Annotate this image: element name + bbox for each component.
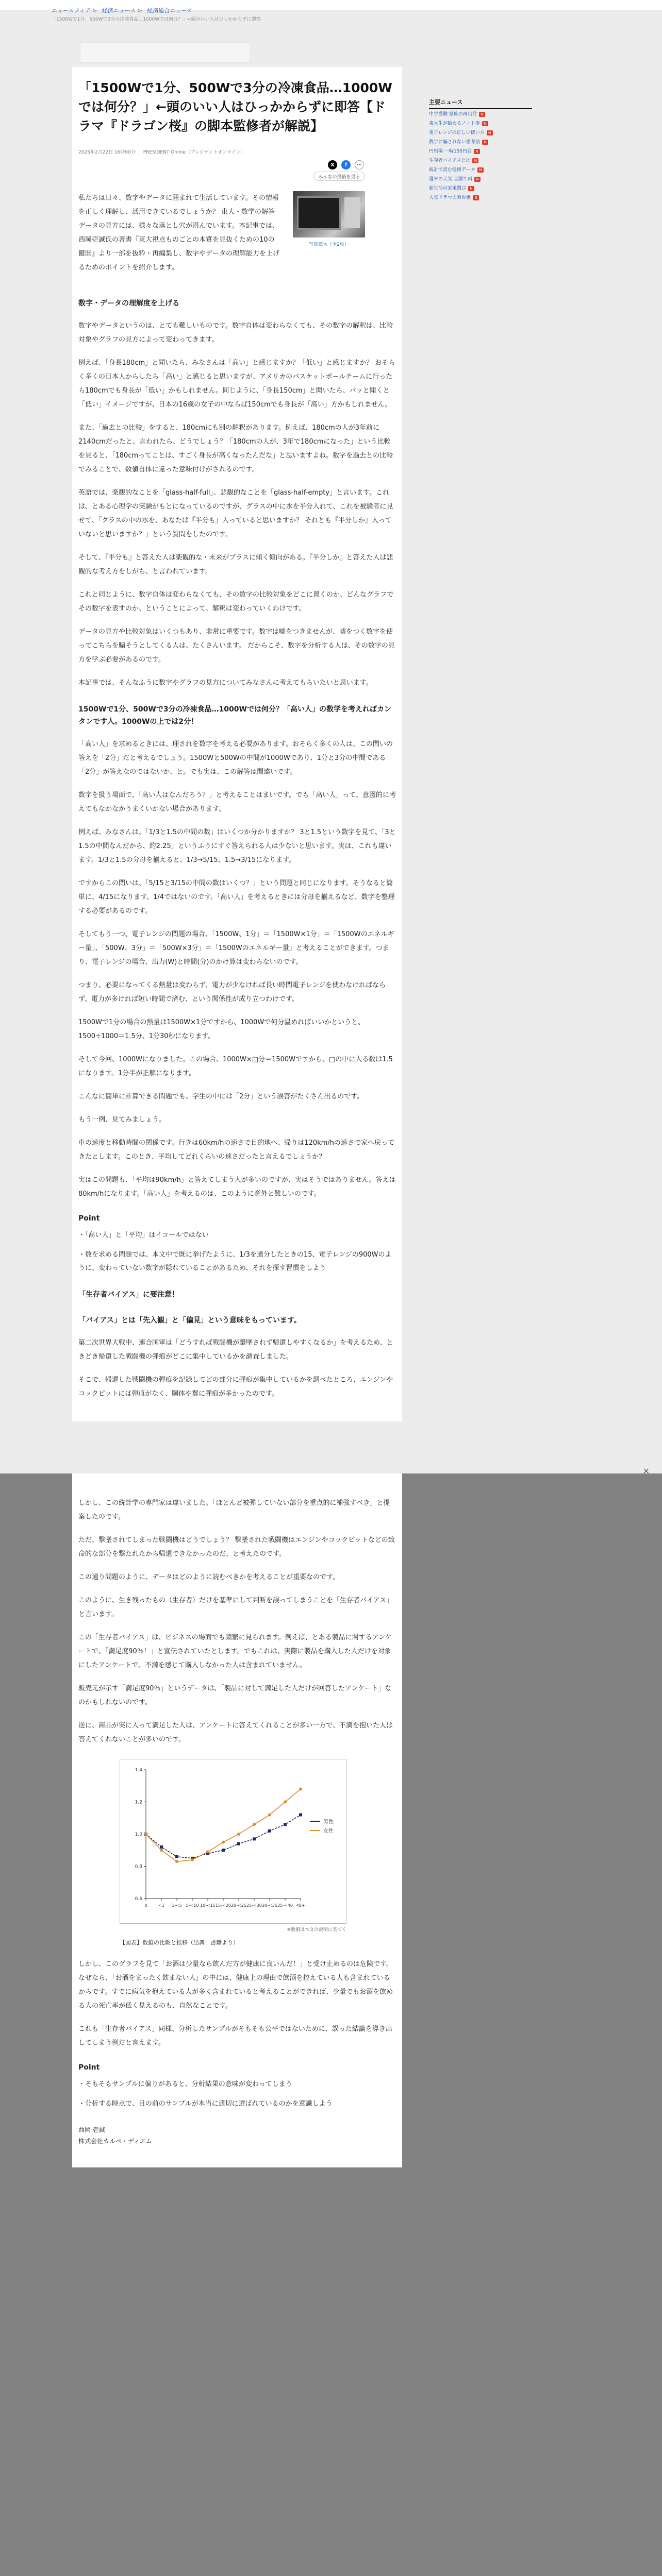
x-tick-label: 35-<40 (277, 1903, 293, 1908)
new-badge: N (487, 130, 493, 135)
paragraph: データの見方や比較対象はいくつもあり、非常に重要です。数字は嘘をつきませんが、嘘をつく数字を使ってこちらを騙そうとしてくる人は、たくさんいます。 だからこそ、数字を分析する人は、その数字の見方を学ぶ必要があるのです。 (78, 628, 395, 664)
lead-figure[interactable] (293, 191, 365, 247)
microwave-photo[interactable] (293, 191, 365, 238)
close-icon[interactable]: ✕ (642, 1466, 650, 1476)
section-heading-1: 数字・データの理解度を上げる (78, 299, 179, 308)
paragraph: 例えば、みなさんは、「1/3と1.5の中間の数」はいくつか分かりますか？ 3と1.5という数字を見て、「3と1.5の中間なんだから、約2.25」というふうにすぐ答えられる人は少ないと思います。実は、これも違います。1/3と1.5の分母を揃えると、1/3→5/15、1.5→3/15になります。 (78, 828, 396, 864)
photo-caption[interactable]: 写真拡大（全2枚） (309, 242, 349, 247)
sidebar-title: 主要ニュース (429, 98, 532, 109)
facebook-share-icon[interactable]: f (341, 160, 351, 170)
article-title: 「1500Wで1分、500Wで3分の冷凍食品…1000Wでは何分？」←頭のいい人はひっかからずに即答【ドラマ『ドラゴン桜』の脚本監修者が解説】 (78, 80, 392, 133)
new-badge: N (473, 195, 479, 200)
paragraph: つまり、必要になってくる熱量は変わらず、電力が少なければ長い時間電子レンジを使わなければならず、電力が多ければ短い時間で済む、という関係性が成り立つわけです。 (78, 981, 386, 1003)
paragraph: そしてもう一つ、電子レンジの問題の場合、「1500W、1分」＝「1500W×1分」＝「1500Wのエネルギー量」、「500W、3分」＝「500W×3分」＝「1500Wのエネルギー量」と考えることができます。つまり、電子レンジの場合、出力(W)と時間(分)のかけ算は変わらないのです。 (78, 930, 394, 966)
section-heading-3: 「生存者バイアス」に要注意！ (78, 1291, 179, 1299)
paragraph: 第二次世界大戦中、連合国軍は「どうすれば戦闘機が撃墜されず帰還しやすくなるか」を考えるため、ときどき帰還した戦闘機の弾痕がどこに集中しているかを調査しました。 (78, 1339, 393, 1361)
overlay-article-panel (72, 1473, 402, 2167)
sidebar-news-item[interactable] (429, 184, 532, 193)
new-badge: N (482, 140, 488, 145)
ad-banner[interactable] (80, 42, 250, 63)
x-tick-label: 0 (144, 1903, 147, 1908)
chart-svg (120, 1759, 347, 1924)
point-item: ・分析する時点で、目の前のサンプルが本当に適切に選ばれているのかを意識しよう (78, 2100, 333, 2108)
data-point (284, 1823, 287, 1826)
paragraph: 販売元が示す「満足度90％」というデータは、「製品に対して満足した人だけが回答したアンケート」なのかもしれないのです。 (78, 1685, 392, 1706)
chart-note: ※数値は本文の説明に基づく (287, 1927, 346, 1933)
paragraph: これも「生存者バイアス」同様、分析したサンプルがそもそも公平ではないために、誤った結論を導き出してしまう例だと言えます。 (78, 2025, 392, 2047)
sidebar-news-item[interactable] (429, 120, 532, 128)
x-tick-label: 25-<30 (246, 1903, 262, 1908)
data-point (175, 1855, 178, 1858)
paragraph: ただ、撃墜されてしまった戦闘機はどうでしょう？ 撃墜された戦闘機はエンジンやコックピットなどの致命的な部分を撃たれたから帰還できなかったのだ、と考えたのです。 (78, 1536, 395, 1558)
legend-label: 女性 (323, 1828, 334, 1834)
article-date: 2023年2月22日 16時00分 (78, 150, 136, 155)
paragraph: このように、生き残ったもの（生存者）だけを基準にして判断を誤ってしまうことを「生存者バイアス」と言います。 (78, 1597, 393, 1618)
comments-button[interactable]: みんなの投稿を見る (313, 172, 365, 181)
paragraph: 英語では、楽観的なことを「glass-half-full」、悲観的なことを「glass-half-empty」と言います。これは、とある心理学の実験がもとになっているのですが、グラスの中に水を半分入れて、これを被験者に見せて、「グラスの中の水を、あなたは『半分も』入っていると思いますか？ それとも『半分しか』入っていないと思いますか？」という質問をしたのです。 (78, 489, 393, 538)
article-card (72, 67, 402, 1421)
chart-caption: 【図表】数値の比較と推移（出典：書籍より） (120, 1939, 239, 1946)
x-tick-label: 15-<20 (216, 1903, 231, 1908)
paragraph: 例えば、「身長180cm」と聞いたら、みなさんは「高い」と感じますか？「低い」と感じますか？ おそらく多くの日本人からしたら「高い」と感じると思いますが、アメリカのバスケットボールチームに行ったら180cmでも身長が「低い」かもしれません。同じように、「身長150cm」と聞いたら、パッと聞くと「低い」イメージですが、日本の16歳の女子の中ならば150cmでも身長が「高い」方かもしれません。 (78, 359, 395, 409)
article-meta (78, 148, 396, 155)
link-share-icon[interactable]: ⋯ (355, 160, 364, 170)
news-link[interactable]: 中学受験 家族の再出発 (429, 112, 477, 117)
data-point (237, 1833, 240, 1836)
sidebar (429, 98, 532, 202)
new-badge: N (468, 186, 474, 191)
news-link[interactable]: 電子レンジの正しい使い方 (429, 130, 485, 135)
new-badge: N (482, 121, 488, 126)
point-box (78, 2063, 396, 2111)
author-name: 西岡 壱誠 (78, 2126, 105, 2133)
data-point (206, 1850, 209, 1853)
x-tick-label: 40+ (296, 1903, 305, 1908)
data-point (268, 1814, 271, 1817)
data-point (222, 1849, 225, 1852)
y-tick-label: 0.8 (135, 1864, 142, 1870)
paragraph: しかし、このグラフを見て「お酒は少量なら飲んだ方が健康に良いんだ！」と受け止めるのは危険です。なぜなら、「お酒をまったく飲まない人」の中には、健康上の理由で飲酒を控えている人も含まれているからです。すでに病気を抱えている人が多く含まれていると考えることができれば、少量でもお酒を飲める人の死亡率が低く見えるのも、自然なことです。 (78, 1960, 393, 2010)
paragraph: 実はこの問題も、「平均は90km/h」と答えてしまう人が多いのですが、実はそうではありません。答えは80km/hになります。「高い人」を考えるのは、このように意外と難しいのです。 (78, 1176, 396, 1198)
paragraph: そして、『半分も』と答えた人は楽観的な・未来がプラスに傾く傾向がある。『半分しか』と答えた人は悲観的な考え方をしがち、と言われています。 (78, 554, 393, 575)
x-tick-label: 20-<25 (231, 1903, 246, 1908)
point-title: Point (78, 2063, 100, 2072)
data-point (299, 1788, 302, 1791)
data-point (175, 1860, 178, 1863)
new-badge: N (479, 112, 485, 117)
paragraph: もう一例、見てみましょう。 (78, 1116, 166, 1124)
section-subheading-3: 「バイアス」とは「先入観」と「偏見」という意味をもっています。 (78, 1316, 301, 1325)
paragraph: 数字を扱う場面で、「高い人はなんだろう？」と考えることはまいです。でも「高い人」って、意図的に考えてもなかなかうまくいかない場合があります。 (78, 791, 396, 813)
sidebar-news-item[interactable] (429, 166, 532, 174)
y-tick-label: 1.2 (135, 1800, 142, 1805)
data-point (160, 1849, 163, 1852)
new-badge: N (477, 167, 484, 173)
point-item: ・数を求める問題では、本文中で既に挙げたように、1/3を通分したときの15、電子レンジの900Wのように、変わっていない数字が隠れていることがあるため、それを探す習慣をしよう (78, 1251, 392, 1272)
x-tick-label: 5-<10 (186, 1903, 199, 1908)
data-point (191, 1858, 194, 1861)
x-tick-label: 1-<5 (172, 1903, 182, 1908)
sidebar-news-item[interactable] (429, 147, 532, 156)
sidebar-news-item[interactable] (429, 157, 532, 165)
breadcrumb-subline: 「1500Wで1分、500Wで3分の冷凍食品…1000Wでは何分？」←頭のいい人はひっかからずに即答 (52, 17, 261, 22)
lead-block (78, 191, 396, 284)
data-point (237, 1842, 240, 1845)
paragraph: 1500Wで1分の場合の熱量は1500W×1分ですから、1000Wで何分温めればいいかというと、1500÷1000＝1.5分、1分30秒になります。 (78, 1019, 365, 1040)
paragraph: こんなに簡単に計算できる問題でも、学生の中には「2分」という誤答がたくさん出るのです。 (78, 1093, 364, 1100)
breadcrumb-item-2[interactable]: 経済ニュース (102, 7, 136, 14)
data-point (253, 1837, 256, 1840)
point-title: Point (78, 1214, 100, 1223)
sidebar-news-item[interactable] (429, 110, 532, 118)
data-point (222, 1841, 225, 1844)
data-point (299, 1814, 302, 1817)
data-point (268, 1829, 271, 1833)
new-badge: N (474, 177, 481, 182)
new-badge: N (472, 158, 478, 163)
sidebar-news-item[interactable] (429, 194, 532, 202)
data-point (144, 1833, 147, 1836)
point-item: ・「高い人」と「平均」はイコールではない (78, 1231, 209, 1239)
sidebar-news-item[interactable] (429, 138, 532, 146)
news-link[interactable]: 東大生が勧めるノート術 (429, 121, 480, 126)
paragraph: ですからこの問いは、「5/15と3/15の中間の数はいくつ？」という問題と同じになります。そうなると簡単に、4/15になります。1/4ではないのです。「高い人」を考えるときには分母を揃えるなど、数字を整理する必要があるのです。 (78, 879, 395, 915)
paragraph: この通り問題のように、データはどのように読むべきかを考えることが重要なのです。 (78, 1573, 339, 1581)
paragraph: 車の速度と移動時間の関係です。行きは60km/hの速さで目的地へ、帰りは120km/hの速さで家へ戻ってきたとします。このとき、平均してどれくらいの速さだったと言えるでしょうか？ (78, 1139, 394, 1161)
point-box (78, 1214, 396, 1275)
paragraph: 逆に、商品が実に入って満足した人は、アンケートに答えてくれることが多い一方で、不満を抱いた人は答えてくれないことが多いのです。 (78, 1722, 393, 1743)
sidebar-news-item[interactable] (429, 129, 532, 137)
news-link[interactable]: 円相場 一時150円台 (429, 149, 472, 154)
paragraph: これと同じように、数字自体は変わらなくても、その数字の比較対象をどこに置くのか、どんなグラフでその数字を表すのか、ということによって、解釈は変わっていくわけです。 (78, 591, 394, 613)
author-block (78, 2124, 396, 2147)
news-link[interactable]: 人気ドラマの舞台裏 (429, 195, 471, 200)
y-tick-label: 1.0 (135, 1832, 142, 1837)
breadcrumb-item-1[interactable]: ニュースフィア (52, 7, 91, 14)
paragraph: そこで、帰還した戦闘機の弾痕を記録してどの部分に弾痕が集中しているかを調べたところ、エンジンやコックピットには弾痕がなく、胴体や翼に弾痕が多かったのです。 (78, 1376, 393, 1398)
news-link[interactable]: 週末の天気 全国で雨 (429, 177, 472, 182)
paragraph: 数字やデータというのは、とても難しいものです。数字自体は変わらなくても、その数字の解釈は、比較対象やグラフの見方によって変わってきます。 (78, 322, 393, 344)
author-role: 株式会社カルペ・ディエム (78, 2138, 153, 2145)
y-tick-label: 1.4 (135, 1768, 142, 1773)
microwave-door (297, 196, 341, 230)
line-chart (120, 1759, 346, 1924)
lead-text: 私たちは日々、数字やデータに囲まれて生活しています。その情報を正しく理解し、活用できているでしょうか？ 東大・数学の解答データの見方には、様々な落とし穴が潜んでいます。本記事では、西岡壱誠氏の著書『東大視点ものごとの本質を見抜くための10の鍵開』より一部を抜粋・再編集し、数字やデータの理解能力を上げるためのポイントを紹介します。 (78, 194, 280, 272)
news-link[interactable]: 生存者バイアスとは (429, 158, 471, 163)
point-item: ・そもそもサンプルに偏りがあると、分析結果の意味が変わってしまう (78, 2080, 292, 2088)
paragraph: そして今回、1000Wになりました。この場合、1000W×□分＝1500Wですから、□の中に入る数は1.5になります。1分半が正解になります。 (78, 1056, 393, 1077)
new-badge: N (474, 149, 480, 154)
x-tick-label: <1 (158, 1903, 164, 1908)
news-link[interactable]: 新生活の家電選び (429, 186, 467, 191)
microwave-panel (344, 197, 360, 228)
x-share-icon[interactable]: X (328, 160, 337, 170)
y-tick-label: 0.6 (135, 1896, 142, 1902)
share-icons (328, 160, 364, 170)
paragraph: 本記事では、そんなふうに数字やグラフの見方についてみなさんに考えてもらいたいと思います。 (78, 679, 373, 687)
article-source[interactable]: PRESIDENT Online（プレジデントオンライン） (143, 150, 245, 155)
share-row (78, 160, 396, 180)
news-link[interactable]: 数字に騙されない思考法 (429, 140, 481, 145)
data-point (284, 1801, 287, 1804)
section-heading-2: 1500Wで1分、500Wで3分の冷凍食品…1000Wでは何分？「高い人」の数学を考えればカンタンです人。1000Wの上では2分！ (78, 705, 391, 726)
paragraph: また、「過去との比較」をすると、180cmにも別の解釈があります。例えば、180cmの人が3年前に2140cmだったと、言われたら、どうでしょう？「180cmの人が、3年で180cmになった」という比較を見ると、「180cmってことは、すごく身長が高くなったんだな」と思いますよね。数字を過去との比較でみることで、数値自体に違った意味付けがされるのです。 (78, 424, 393, 473)
paragraph: この「生存者バイアス」は、ビジネスの場面でも頻繁に見られます。例えば、とある製品に関するアンケートで、「満足度90％！」と宣伝されていたとします。でもこれは、実際に製品を購入した人だけを対象にしたアンケートで、不満を感じて購入しなかった人は含まれていません。 (78, 1634, 392, 1669)
sidebar-news-item[interactable] (429, 175, 532, 183)
breadcrumb: ニュースフィア > 経済ニュース > 経済総合ニュース (52, 7, 192, 14)
data-point (160, 1845, 163, 1849)
news-link[interactable]: 統計で読む健康データ (429, 167, 476, 173)
paragraph: 「高い人」を求めるときには、理されを数字を考える必要があります。おそらく多くの人は、この問いの答えを「2分」だと考えるでしょう。1500Wと500Wの中間が1000Wであり、1分と3分の中間である「2分」が答えなのではないか、と。でも実は、この解答は間違いです。 (78, 740, 393, 776)
x-tick-label: 30-<35 (262, 1903, 277, 1908)
legend-label: 男性 (323, 1819, 334, 1825)
data-point (253, 1823, 256, 1826)
paragraph: しかし、この統計学の専門家は違いました。「ほとんど被弾していない部分を重点的に補強すべき」と提案したのです。 (78, 1499, 390, 1521)
chart-figure (120, 1759, 346, 1948)
x-tick-label: 10-<15 (200, 1903, 216, 1908)
breadcrumb-item-3[interactable]: 経済総合ニュース (147, 7, 192, 14)
